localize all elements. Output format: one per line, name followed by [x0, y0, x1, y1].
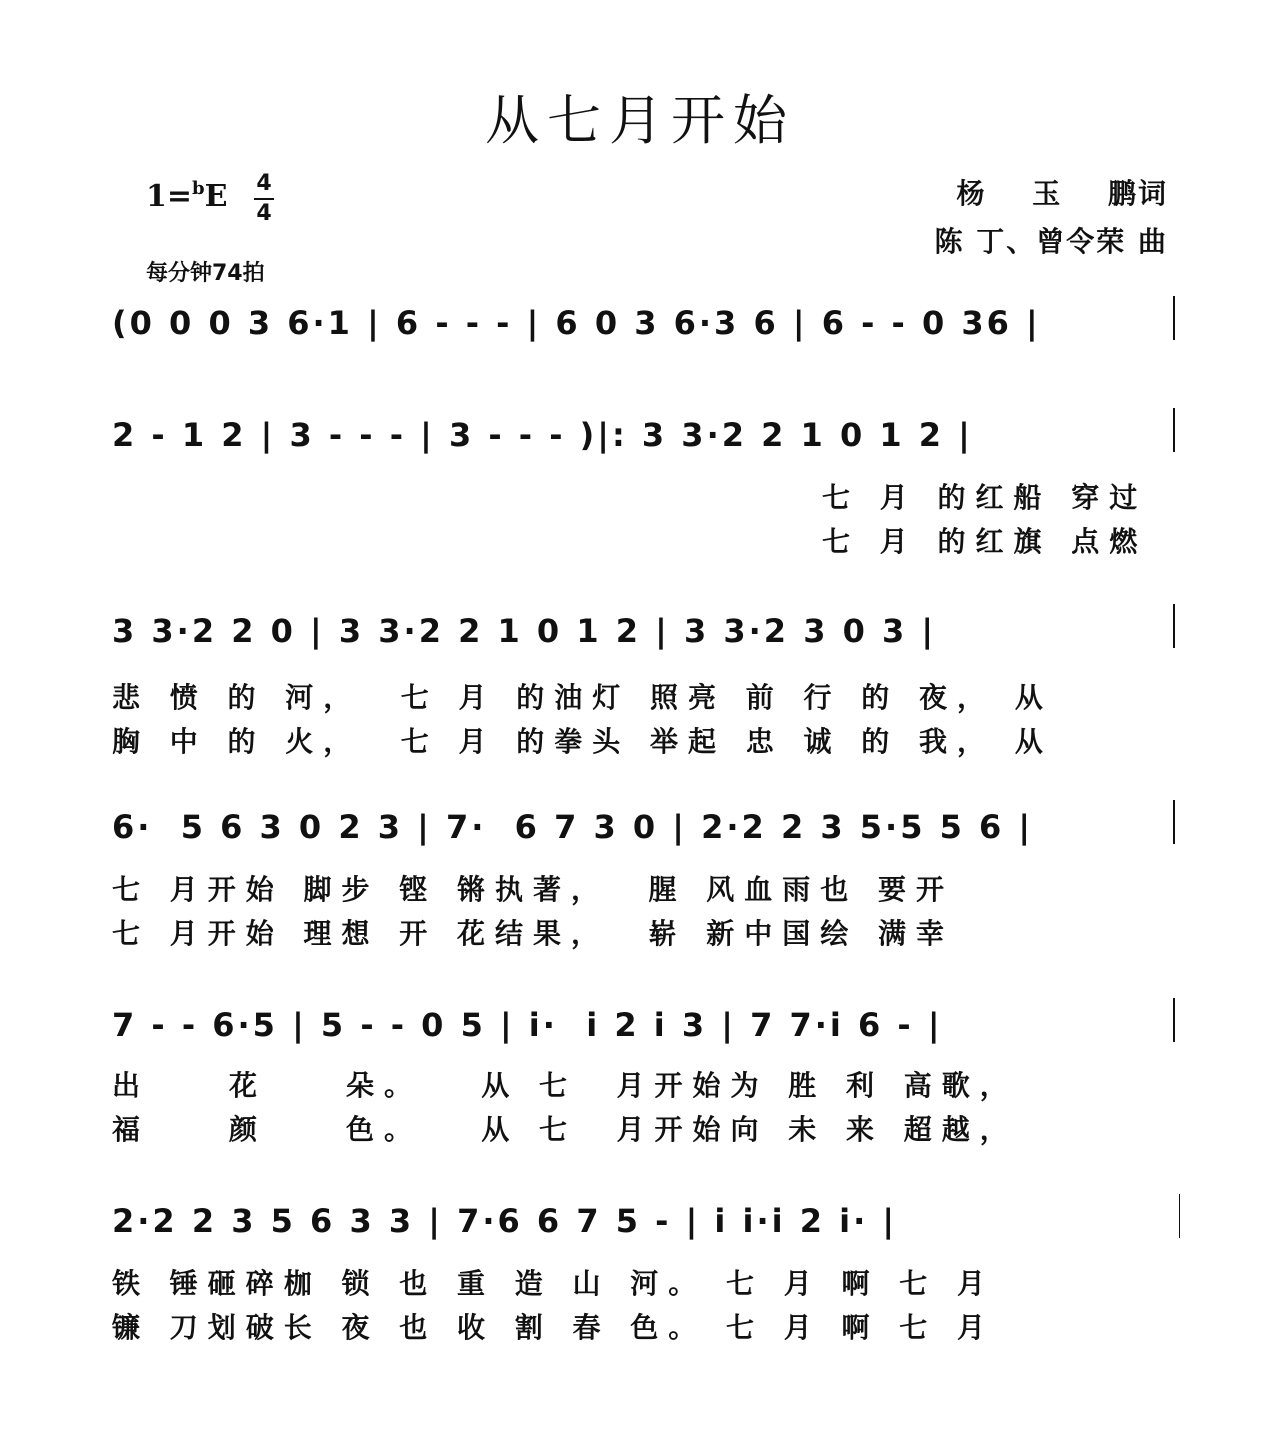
lyric-verse-1: 悲 愤 的 河， 七 月 的油灯 照亮 前 行 的 夜， 从: [112, 681, 1053, 714]
notation-line: 2 - 1 2 | 3 - - - | 3 - - - )|: 3 3·2 2 1 0 1 2 |: [112, 416, 973, 454]
time-denominator: 4: [256, 201, 272, 226]
notation-line: 7 - - 6·5 | 5 - - 0 5 | i· i 2 i 3 | 7 7·i 6 - |: [112, 1006, 943, 1044]
notation-line: 2·2 2 3 5 6 3 3 | 7·6 6 7 5 - | i i·i 2 i· |: [112, 1202, 898, 1240]
score-line-6: [112, 1194, 1180, 1254]
lyric-verse-2: 福 颜 色。 从 七 月开始向 未 来 超越，: [112, 1113, 1018, 1146]
score-line-3: [112, 604, 1180, 664]
bar-end: [112, 604, 1180, 664]
time-divider: [254, 198, 274, 200]
lyric-verse-1: 七 月 的红船 穿过: [822, 481, 1148, 514]
notation-line: 3 3·2 2 0 | 3 3·2 2 1 0 1 2 | 3 3·2 3 0 3 |: [112, 612, 937, 650]
notation-line: (0 0 0 3 6·1 | 6 - - - | 6 0 3 6·3 6 | 6 - - 0 36 |: [112, 304, 1041, 342]
slur-marks: [112, 800, 1180, 860]
notation-line: 6· 5 6 3 0 2 3 | 7· 6 7 3 0 | 2·2 2 3 5·5 5 6 |: [112, 808, 1034, 846]
slur-marks: [112, 296, 1180, 356]
lyric-verse-2: 七 月 的红旗 点燃: [822, 525, 1148, 558]
slur-marks: [112, 1194, 1180, 1254]
slur-marks: [112, 998, 1180, 1058]
key-prefix: 1=: [146, 179, 193, 214]
key-signature: [146, 178, 227, 214]
lyric-verse-2: 七 月开始 理想 开 花结果， 崭 新中国绘 满幸: [112, 917, 954, 950]
score-line-2: [112, 408, 1180, 468]
time-numerator: 4: [256, 171, 272, 196]
score-line-5: [112, 998, 1180, 1058]
lyric-verse-2: 镰 刀划破长 夜 也 收 割 春 色。 七 月 啊 七 月: [112, 1311, 995, 1344]
score-line-1: [112, 296, 1180, 356]
lyricist-credit: 杨 玉 鹏词: [956, 177, 1168, 210]
key-note: E: [204, 179, 228, 214]
tempo-marking: 每分钟74拍: [146, 261, 265, 286]
time-signature: [254, 172, 274, 226]
score-line-4: [112, 800, 1180, 860]
slur-marks: [112, 408, 1180, 468]
lyric-verse-1: 出 花 朵。 从 七 月开始为 胜 利 高歌，: [112, 1069, 1018, 1102]
song-title: 从七月开始: [485, 89, 795, 152]
lyric-verse-2: 胸 中 的 火， 七 月 的拳头 举起 忠 诚 的 我， 从: [112, 725, 1053, 758]
composer-credit: 陈 丁、曾令荣 曲: [934, 225, 1168, 258]
lyric-verse-1: 七 月开始 脚步 铿 锵执著， 腥 风血雨也 要开: [112, 873, 954, 906]
flat-sign: b: [192, 178, 205, 199]
lyric-verse-1: 铁 锤砸碎枷 锁 也 重 造 山 河。 七 月 啊 七 月: [112, 1267, 995, 1300]
